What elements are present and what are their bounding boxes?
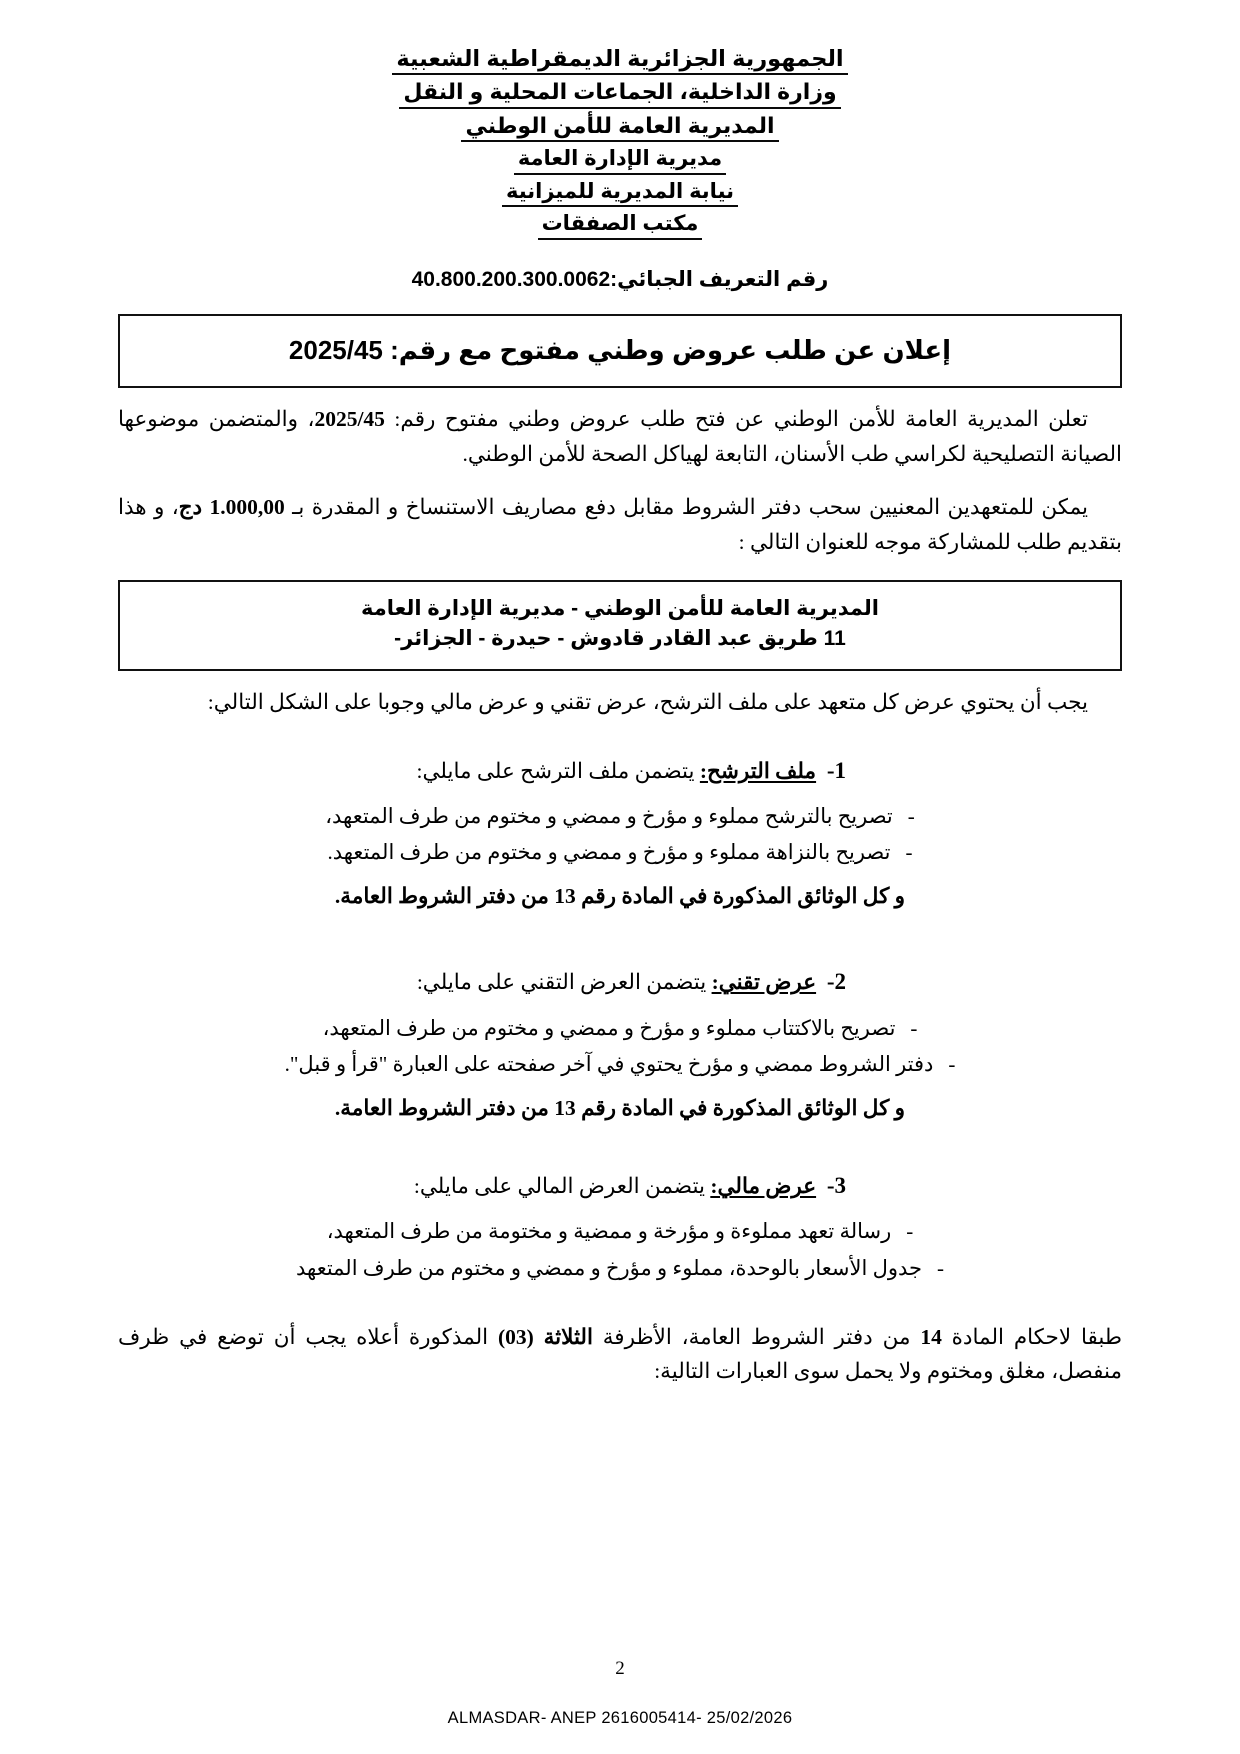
closing-article-number: 14	[920, 1324, 942, 1349]
section-1-item-1: تصريح بالترشح مملوء و مؤرخ و ممضي و مختوم من طرف المتعهد،	[325, 804, 893, 828]
closing-part-a: طبقا لاحكام المادة	[941, 1324, 1122, 1349]
list-item	[118, 1010, 1122, 1046]
page-number: 2	[615, 1658, 625, 1679]
intro-paragraph-1	[118, 402, 1122, 472]
letterhead-line-administration-text: مديرية الإدارة العامة	[514, 147, 726, 175]
section-1-description: يتضمن ملف الترشح على مايلي:	[416, 758, 700, 783]
section-2-label: عرض تقني:	[711, 970, 817, 995]
section-1-note: و كل الوثائق المذكورة في المادة رقم 13 من دفتر الشروط العامة.	[334, 884, 906, 909]
section-3-heading	[118, 1169, 1122, 1204]
address-box	[118, 580, 1122, 671]
section-candidacy-file	[118, 754, 1122, 910]
section-1-item-list	[118, 798, 1122, 870]
section-3-number: 3-	[826, 1172, 846, 1198]
section-1-item-2: تصريح بالنزاهة مملوء و مؤرخ و ممضي و مختوم من طرف المتعهد.	[327, 840, 891, 865]
letterhead-line-budget	[118, 180, 1122, 209]
letterhead-line-administration	[118, 147, 1122, 176]
address-line-organization: المديرية العامة للأمن الوطني - مديرية الإدارة العامة	[360, 596, 880, 620]
section-1-heading	[118, 754, 1122, 789]
dash-bullet-icon: -	[936, 1255, 944, 1280]
announcement-title: إعلان عن طلب عروض وطني مفتوح مع رقم: 2025/45	[288, 334, 952, 365]
letterhead-line-directorate-text: المديرية العامة للأمن الوطني	[461, 114, 778, 143]
letterhead-line-contracts-office-text: مكتب الصفقات	[538, 212, 703, 240]
letterhead-line-republic	[118, 46, 1122, 76]
section-2-item-list	[118, 1010, 1122, 1082]
section-3-item-list	[118, 1213, 1122, 1285]
section-2-description: يتضمن العرض التقني على مايلي:	[416, 970, 712, 995]
requirement-intro-paragraph: يجب أن يحتوي عرض كل متعهد على ملف الترشح، عرض تقني و عرض مالي وجوبا على الشكل التالي:	[207, 689, 1088, 714]
intro-p2-part-a: يمكن للمتعهدين المعنيين سحب دفتر الشروط مقابل دفع مصاريف الاستنساخ و المقدرة بـ	[284, 495, 1089, 520]
address-line-street: 11 طريق عبد القادر قادوش - حيدرة - الجزائر-	[394, 627, 846, 651]
section-3-item-2: جدول الأسعار بالوحدة، مملوء و مؤرخ و ممضي و مختوم من طرف المتعهد	[296, 1255, 922, 1280]
section-2-item-2: دفتر الشروط ممضي و مؤرخ يحتوي في آخر صفحته على العبارة "قرأ و قبل".	[284, 1051, 934, 1076]
intro-p2-fee-amount: 1.000,00 دج	[178, 495, 285, 520]
closing-part-c: المذكورة أعلاه يجب أن توضع في ظرف منفصل، مغلق ومختوم ولا يحمل سوى العبارات التالية:	[118, 1324, 1122, 1384]
letterhead-line-republic-text: الجمهورية الجزائرية الديمقراطية الشعبية	[392, 46, 847, 75]
letterhead-line-ministry-text: وزارة الداخلية، الجماعات المحلية و النقل	[399, 80, 840, 109]
dash-bullet-icon: -	[907, 804, 915, 828]
section-1-label: ملف الترشح:	[699, 758, 817, 783]
intro-p1-part-a: تعلن المديرية العامة للأمن الوطني عن فتح طلب عروض وطني مفتوح رقم:	[384, 407, 1088, 432]
list-item	[118, 798, 1122, 834]
letterhead-line-ministry	[118, 80, 1122, 110]
section-3-description: يتضمن العرض المالي على مايلي:	[413, 1173, 711, 1198]
intro-p1-part-b: ، والمتضمن موضوعها الصيانة التصليحية لكراسي طب الأسنان، التابعة لهياكل الصحة للأمن الوطني.	[118, 407, 1122, 467]
list-item	[118, 1046, 1122, 1082]
letterhead-line-contracts-office	[118, 212, 1122, 241]
dash-bullet-icon: -	[905, 840, 913, 865]
closing-envelopes-count: الثلاثة (03)	[497, 1324, 593, 1349]
footer-reference: ALMASDAR- ANEP 2616005414- 25/02/2026	[447, 1709, 793, 1727]
announcement-title-box	[118, 314, 1122, 389]
dash-bullet-icon: -	[906, 1219, 914, 1244]
section-financial-offer	[118, 1169, 1122, 1286]
list-item	[118, 834, 1122, 870]
letterhead	[118, 46, 1122, 241]
closing-part-b: من دفتر الشروط العامة، الأظرفة	[592, 1324, 921, 1349]
dash-bullet-icon: -	[948, 1051, 956, 1076]
intro-p2-part-b: ، و هذا بتقديم طلب للمشاركة موجه للعنوان التالي :	[118, 495, 1122, 554]
section-2-note: و كل الوثائق المذكورة في المادة رقم 13 من دفتر الشروط العامة.	[334, 1095, 906, 1120]
list-item	[118, 1213, 1122, 1249]
closing-paragraph	[118, 1320, 1122, 1390]
tax-identification-number: رقم التعريف الجبائي:40.800.200.300.0062	[411, 267, 829, 291]
section-3-item-1: رسالة تعهد مملوءة و مؤرخة و ممضية و مختومة من طرف المتعهد،	[326, 1219, 892, 1244]
intro-p1-tender-number: 2025/45	[314, 407, 385, 432]
section-2-item-1: تصريح بالاكتتاب مملوء و مؤرخ و ممضي و مختوم من طرف المتعهد،	[322, 1015, 896, 1040]
section-2-heading	[118, 965, 1122, 1000]
letterhead-line-directorate	[118, 114, 1122, 144]
dash-bullet-icon: -	[910, 1015, 918, 1040]
list-item	[118, 1250, 1122, 1286]
section-technical-offer	[118, 965, 1122, 1121]
intro-paragraph-2	[118, 490, 1122, 560]
letterhead-line-budget-text: نيابة المديرية للميزانية	[502, 180, 738, 208]
section-2-number: 2-	[826, 969, 846, 995]
section-1-number: 1-	[826, 757, 846, 783]
section-3-label: عرض مالي:	[710, 1173, 817, 1198]
